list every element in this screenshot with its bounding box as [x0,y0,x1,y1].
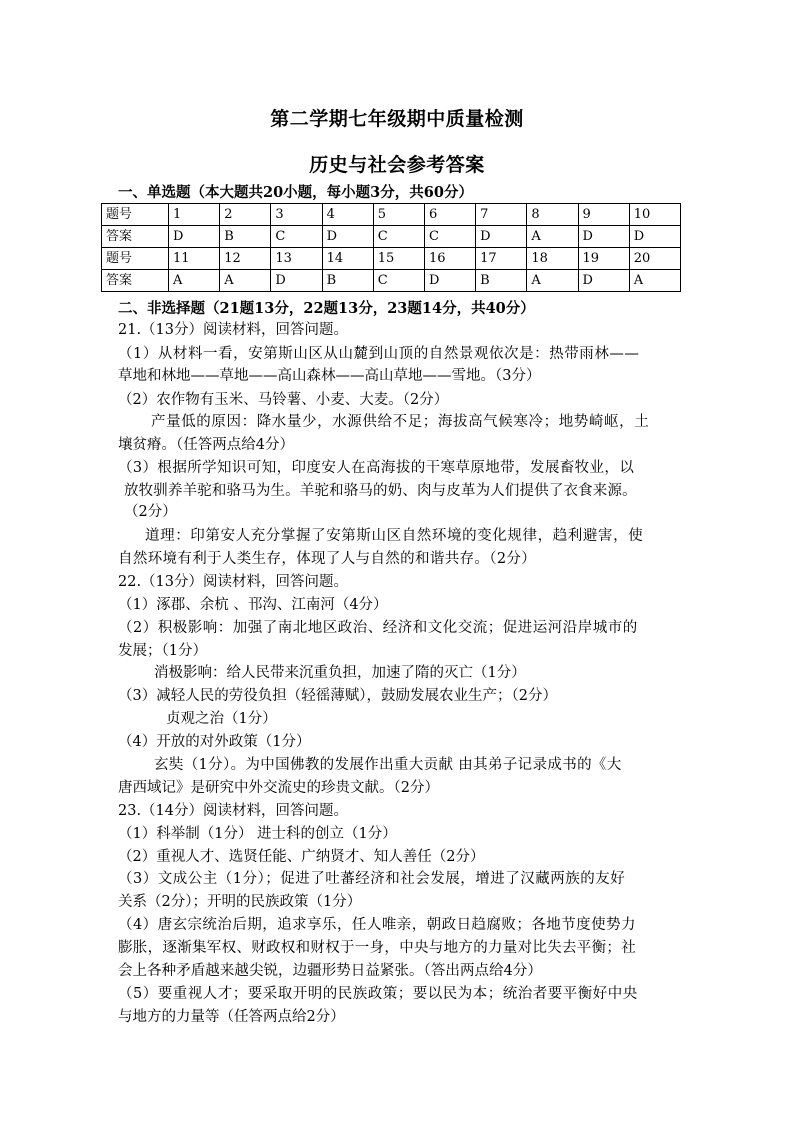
table-cell: C [373,270,424,292]
answer-line: 唐西域记》是研究中外交流史的珍贵文献。（2分） [118,780,439,796]
answer-line: （3）根据所学知识可知，印度安人在高海拔的干寒草原地带，发展畜牧业，以 [118,460,635,476]
answer-line: 23.（14分）阅读材料，回答问题。 [118,803,349,819]
table-cell: 13 [271,248,322,270]
table-cell: 5 [373,204,424,226]
table-cell: D [271,270,322,292]
table-cell: D [169,226,220,248]
table-cell: D [629,226,680,248]
answer-line: 道理：印第安人充分掌握了安第斯山区自然环境的变化规律，趋利避害，使 [145,528,644,544]
answer-line: 产量低的原因：降水量少，水源供给不足；海拔高气候寒冷；地势崎岖，土 [151,414,650,430]
answer-line: 与地方的力量等（任答两点给2分） [118,1009,345,1025]
answer-line: 22.（13分）阅读材料，回答问题。 [118,574,349,590]
page-title: 第二学期七年级期中质量检测 [270,108,524,130]
table-cell: 7 [476,204,527,226]
table-row-header: 答案 [102,270,169,292]
table-cell: 20 [629,248,680,270]
table-cell: B [220,226,271,248]
table-row-header: 题号 [102,204,169,226]
table-row-header: 题号 [102,248,169,270]
answer-line: （2）农作物有玉米、马铃薯、小麦、大麦。（2分） [118,392,449,408]
answer-line: 消极影响：给人民带来沉重负担，加速了隋的灭亡（1分） [154,665,526,681]
table-cell: 3 [271,204,322,226]
table-cell: C [424,226,475,248]
table-cell: A [169,270,220,292]
table-row [102,248,681,270]
table-cell: A [527,226,578,248]
answer-line: （3）减轻人民的劳役负担（轻徭薄赋），鼓励发展农业生产；（2分） [118,688,557,704]
answer-line: 贞观之治（1分） [166,711,277,727]
answer-line: （2）重视人才、选贤任能、广纳贤才、知人善任（2分） [118,849,485,865]
answer-line: （3）文成公主（1分）；促进了吐蕃经济和社会发展，增进了汉藏两族的友好 [118,871,626,887]
table-cell: 1 [169,204,220,226]
section-heading-multiple-choice: 一、单选题（本大题共20小题，每小题3分，共60分） [118,184,473,201]
table-cell: C [271,226,322,248]
answer-line: （4）开放的对外政策（1分） [118,734,311,750]
answer-line: 关系（2分）；开明的民族政策（1分） [118,894,362,910]
answer-line: （2）积极影响：加强了南北地区政治、经济和文化交流；促进运河沿岸城市的 [118,620,638,636]
table-cell: C [373,226,424,248]
table-cell: 17 [476,248,527,270]
table-cell: 11 [169,248,220,270]
table-row-header: 答案 [102,226,169,248]
table-cell: A [527,270,578,292]
table-cell: 12 [220,248,271,270]
answer-line: （1）涿郡、余杭 、邗沟、江南河（4分） [118,597,388,613]
page-subtitle: 历史与社会参考答案 [309,154,485,176]
table-row [102,270,681,292]
answer-line: 壤贫瘠。（任答两点给4分） [118,437,294,453]
table-cell: 14 [322,248,373,270]
table-cell: 16 [424,248,475,270]
answer-line: 膨胀，逐渐集军权、财政权和财权于一身，中央与地方的力量对比失去平衡；社 [118,940,636,956]
table-cell: 9 [578,204,629,226]
answer-line: （1）科举制（1分） 进士科的创立（1分） [118,826,397,842]
answer-line: 会上各种矛盾越来越尖锐，边疆形势日益紧张。（答出两点给4分） [118,963,542,979]
answer-line: 草地和林地——草地——高山森林——高山草地——雪地。（3分） [118,368,541,384]
table-cell: D [424,270,475,292]
table-cell: D [476,226,527,248]
answer-line: 21.（13分）阅读材料，回答问题。 [118,322,349,338]
answer-line: 玄奘（1分）。为中国佛教的发展作出重大贡献 由其弟子记录成书的《大 [154,757,622,773]
table-row [102,226,681,248]
table-cell: A [220,270,271,292]
table-row [102,204,681,226]
table-cell: A [629,270,680,292]
answer-line: （5）要重视人才；要采取开明的民族政策；要以民为本；统治者要平衡好中央 [118,986,638,1002]
table-cell: 8 [527,204,578,226]
answer-line: 自然环境有利于人类生存，体现了人与自然的和谐共存。（2分） [118,551,537,567]
table-cell: D [578,226,629,248]
answer-line: （1）从材料一看，安第斯山区从山麓到山顶的自然景观依次是：热带雨林—— [118,346,640,362]
answer-line: 放牧驯养羊驼和骆马为生。羊驼和骆马的奶、肉与皮革为人们提供了衣食来源。 [124,483,637,499]
table-cell: B [322,270,373,292]
answer-table [101,203,681,292]
table-cell: 6 [424,204,475,226]
table-cell: B [476,270,527,292]
answer-line: 发展；（1分） [118,643,207,659]
table-cell: 18 [527,248,578,270]
table-cell: 19 [578,248,629,270]
table-cell: D [578,270,629,292]
table-cell: 10 [629,204,680,226]
table-cell: 15 [373,248,424,270]
table-cell: D [322,226,373,248]
table-cell: 4 [322,204,373,226]
section-heading-open-questions: 二、非选择题（21题13分，22题13分，23题14分，共40分） [118,300,535,317]
answer-line: （4）唐玄宗统治后期，追求享乐，任人唯亲，朝政日趋腐败；各地节度使势力 [118,917,636,933]
answer-line: （2分） [124,504,177,520]
table-cell: 2 [220,204,271,226]
